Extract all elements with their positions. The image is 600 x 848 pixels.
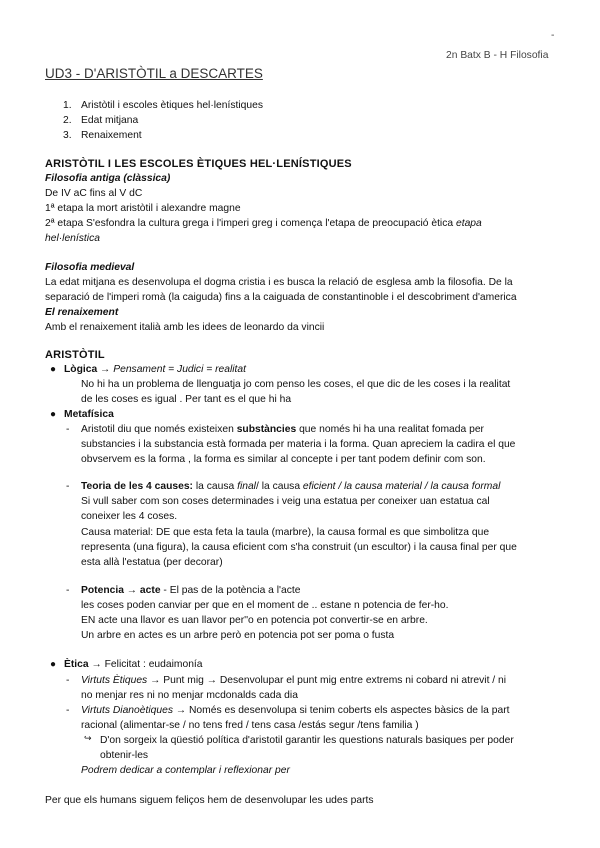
text-line: Amb el renaixement italià amb les idees de leonardo da vincii <box>45 322 325 333</box>
potencia-line <box>81 585 300 596</box>
toc-item: Renaixement <box>81 130 142 141</box>
text-run-italic: Virtuts Dianoètiques <box>81 705 173 716</box>
page-title: UD3 - D'ARISTÒTIL a DESCARTES <box>45 66 263 81</box>
text-line: separació de l'imperi romà (la caiguda) fins a la caiguada de constantinoble i el descobriment d'america <box>45 292 517 303</box>
toc-num: 2. <box>63 115 72 126</box>
text-run: que només hi ha una realitat fomada per <box>296 424 484 435</box>
text-line: De IV aC fins al V dC <box>45 188 143 199</box>
header-mark: - <box>551 30 555 41</box>
text-run-italic: Virtuts Ètiques <box>81 675 148 686</box>
text-run: → Punt mig → Desenvolupar el punt mig entre extrems ni cobard ni atrevit / ni <box>147 675 507 686</box>
text-run: 2ª etapa S'esfondra la cultura grega i l'imperi greg i comença l'etapa de preocupació ètica <box>45 218 454 229</box>
toc-item: Aristòtil i escoles ètiques hel·lenístiques <box>81 100 264 111</box>
bullet-icon: ● <box>50 659 57 670</box>
text-line: La edat mitjana es desenvolupa el dogma cristia i es busca la relació de esglesa amb la filosofia. De la <box>45 277 513 288</box>
subheading-medieval: Filosofia medieval <box>45 262 135 273</box>
causes-line <box>81 481 500 492</box>
etica-line <box>64 659 203 670</box>
text-line: esta allà l'estatua (per decorar) <box>81 557 223 568</box>
text-line: representa (una figura), la causa eficient com s'ha construit (un escultor) i la causa final per que <box>81 542 517 553</box>
etica-label: Ètica <box>64 659 89 670</box>
text-run: → Només es desenvolupa si tenim coberts els aspectes bàsics de la part <box>172 705 510 716</box>
text-line: Si vull saber com son coses determinades i veig una estatua per coneixer uan estatua cal <box>81 496 490 507</box>
subheading-antiga: Filosofia antiga (clàssica) <box>45 173 171 184</box>
text-line: D'on sorgeix la qüestió política d'aristotil garantir les questions naturals basiques per poder <box>100 735 514 746</box>
text-line: 1ª etapa la mort aristòtil i alexandre magne <box>45 203 241 214</box>
subheading-renaixement: El renaixement <box>45 307 119 318</box>
toc-item: Edat mitjana <box>81 115 139 126</box>
text-line: Un arbre en actes es un arbre però en potencia pot ser poma o fusta <box>81 630 395 641</box>
text-run-italic: etapa <box>455 218 482 229</box>
toc-num: 1. <box>63 100 72 111</box>
text-line: obvservem es la forma , la forma es similar al concepte i per tant podem definir com son. <box>81 454 486 465</box>
text-line: les coses poden canviar per que en el moment de .. estane n potencia de fer-ho. <box>81 600 449 611</box>
section-heading: ARISTÒTIL <box>45 349 105 361</box>
text-line <box>81 424 484 435</box>
causes-label: Teoria de les 4 causes: <box>81 481 193 492</box>
section-heading: ARISTÒTIL I LES ESCOLES ÈTIQUES HEL·LENÍSTIQUES <box>45 158 352 170</box>
toc-num: 3. <box>63 130 72 141</box>
text-line <box>81 705 510 716</box>
logica-label: Lògica <box>64 364 98 375</box>
bullet-icon: ● <box>50 409 57 420</box>
text-line: coneixer les 4 coses. <box>81 511 178 522</box>
text-line: de les coses es igual . Per tant es el que hi ha <box>81 394 292 405</box>
text-line-italic: Podrem dedicar a contemplar i reflexionar per <box>81 765 290 776</box>
text-line: obtenir-les <box>100 750 149 761</box>
dash-icon: - <box>66 705 70 716</box>
header-course: 2n Batx B - H Filosofia <box>446 50 549 61</box>
text-line-italic: hel·lenística <box>45 233 100 244</box>
dash-icon: - <box>66 481 70 492</box>
text-line <box>45 218 482 229</box>
text-run-italic: final <box>237 481 256 492</box>
metafisica-label: Metafísica <box>64 409 114 420</box>
logica-def: Pensament = Judici = realitat <box>113 364 247 375</box>
potencia-label: Potencia → acte <box>81 585 161 596</box>
text-line: substancies i la substancia està formada per materia i la forma. Quan apreciem la cadira el que <box>81 439 516 450</box>
text-line: EN acte una llavor es uan llavor per''o en potencia pot convertir-se en arbre. <box>81 615 428 626</box>
text-run: Aristotil diu que només existeixen <box>81 424 237 435</box>
dash-icon: - <box>66 585 70 596</box>
text-run-bold: substàncies <box>236 424 297 435</box>
text-line: No hi ha un problema de llenguatja jo com penso les coses, el que dic de les coses i la realitat <box>81 379 511 390</box>
text-run: la causa <box>193 481 238 492</box>
text-line: racional (alimentar-se / no tens fred / tens casa /estás segur /tens familia ) <box>81 720 419 731</box>
text-run: → Felicitat : eudaimonía <box>88 659 203 670</box>
arrow-text: → <box>97 364 114 375</box>
text-line <box>81 675 506 686</box>
bullet-icon: ● <box>50 364 57 375</box>
text-run-italic: eficient / la causa material / la causa formal <box>302 481 501 492</box>
text-line: no menjar res ni no menjar mcdonalds cada dia <box>81 690 298 701</box>
text-line: Causa material: DE que esta feta la taula (marbre), la causa formal es que simbolitza que <box>81 527 490 538</box>
text-run: - El pas de la potència a l'acte <box>160 585 301 596</box>
return-arrow-icon: ↪ <box>84 733 92 743</box>
text-line: Per que els humans siguem feliços hem de desenvolupar les udes parts <box>45 795 374 806</box>
text-run: / la causa <box>255 481 303 492</box>
dash-icon: - <box>66 675 70 686</box>
dash-icon: - <box>66 424 70 435</box>
logica-line <box>64 364 246 375</box>
